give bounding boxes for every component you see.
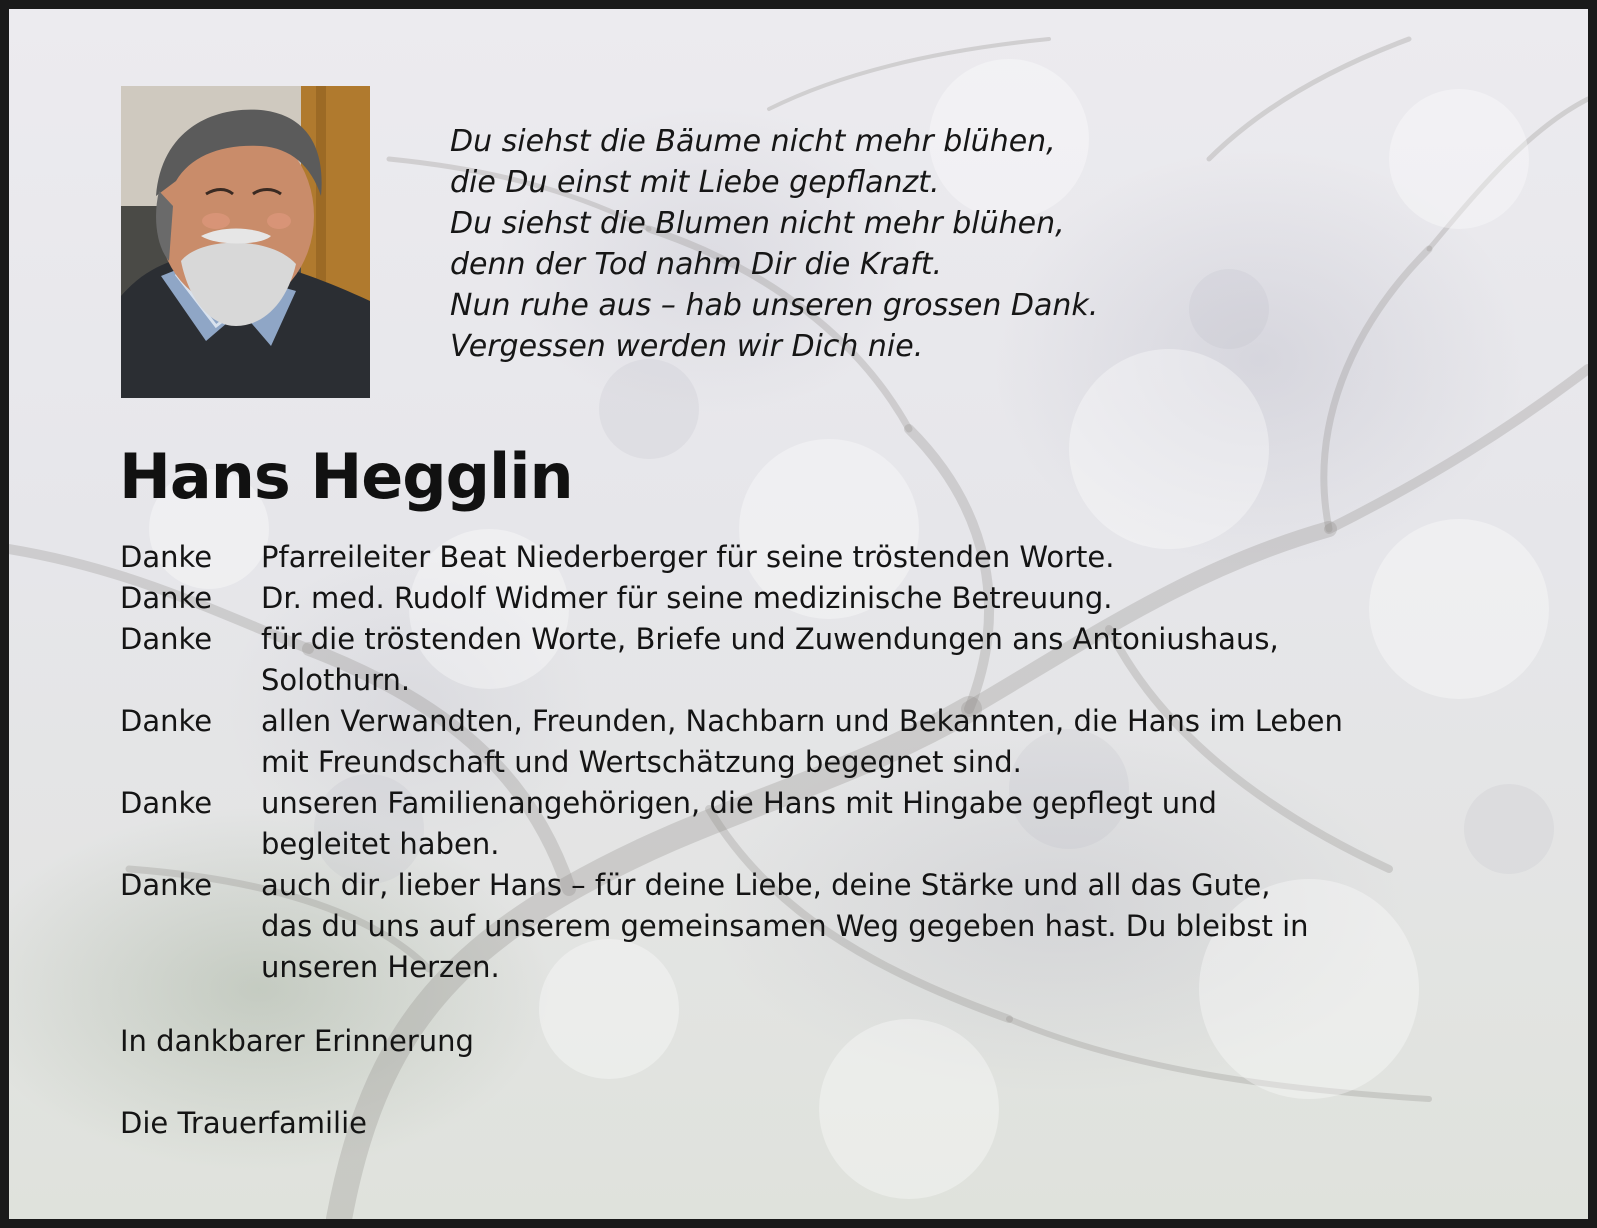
poem-line: die Du einst mit Liebe gepflanzt.	[450, 165, 940, 200]
thanks-text	[261, 578, 1540, 619]
thanks-line: Pfarreileiter Beat Niederberger für seine tröstenden Worte.	[261, 540, 1115, 574]
thanks-word: Danke	[120, 622, 213, 656]
poem-line: Nun ruhe aus – hab unseren grossen Dank.	[450, 288, 1099, 323]
thanks-line: Dr. med. Rudolf Widmer für seine medizinische Betreuung.	[261, 581, 1113, 615]
poem-line: Vergessen werden wir Dich nie.	[450, 329, 924, 364]
family-signature: Die Trauerfamilie	[120, 1106, 367, 1140]
thanks-word: Danke	[120, 581, 213, 615]
thanks-line: auch dir, lieber Hans – für deine Liebe, deine Stärke und all das Gute,	[261, 868, 1271, 902]
thanks-item	[120, 578, 1540, 619]
thanks-word: Danke	[120, 540, 213, 574]
thanks-line: unseren Familienangehörigen, die Hans mit Hingabe gepflegt und	[261, 786, 1217, 820]
thanks-line: das du uns auf unserem gemeinsamen Weg gegeben hast. Du bleibst in	[261, 909, 1309, 943]
portrait-icon	[121, 86, 370, 398]
thanks-line: unseren Herzen.	[261, 950, 500, 984]
thanks-item	[120, 619, 1540, 701]
thanks-word: Danke	[120, 868, 213, 902]
poem-line: Du siehst die Bäume nicht mehr blühen,	[450, 124, 1056, 159]
thanks-line: mit Freundschaft und Wertschätzung begegnet sind.	[261, 745, 1022, 779]
portrait-photo	[121, 86, 370, 398]
poem-line: Du siehst die Blumen nicht mehr blühen,	[450, 206, 1065, 241]
thanks-text	[261, 701, 1540, 783]
thanks-line: begleitet haben.	[261, 827, 500, 861]
thanks-line: Solothurn.	[261, 663, 411, 697]
thanks-text	[261, 537, 1540, 578]
thanks-text	[261, 619, 1540, 701]
thanks-line: für die tröstenden Worte, Briefe und Zuwendungen ans Antoniushaus,	[261, 622, 1279, 656]
closing-phrase: In dankbarer Erinnerung	[120, 1024, 474, 1058]
thanks-item	[120, 537, 1540, 578]
thanks-text	[261, 783, 1540, 865]
thanks-item	[120, 701, 1540, 783]
thanks-list	[120, 537, 1540, 988]
thanks-item	[120, 865, 1540, 988]
thanks-word: Danke	[120, 704, 213, 738]
thanks-word: Danke	[120, 786, 213, 820]
thanks-item	[120, 783, 1540, 865]
deceased-name: Hans Hegglin	[119, 440, 573, 513]
poem-line: denn der Tod nahm Dir die Kraft.	[450, 247, 943, 282]
poem	[450, 121, 1098, 367]
thanks-line: allen Verwandten, Freunden, Nachbarn und Bekannten, die Hans im Leben	[261, 704, 1343, 738]
thanks-text	[261, 865, 1540, 988]
